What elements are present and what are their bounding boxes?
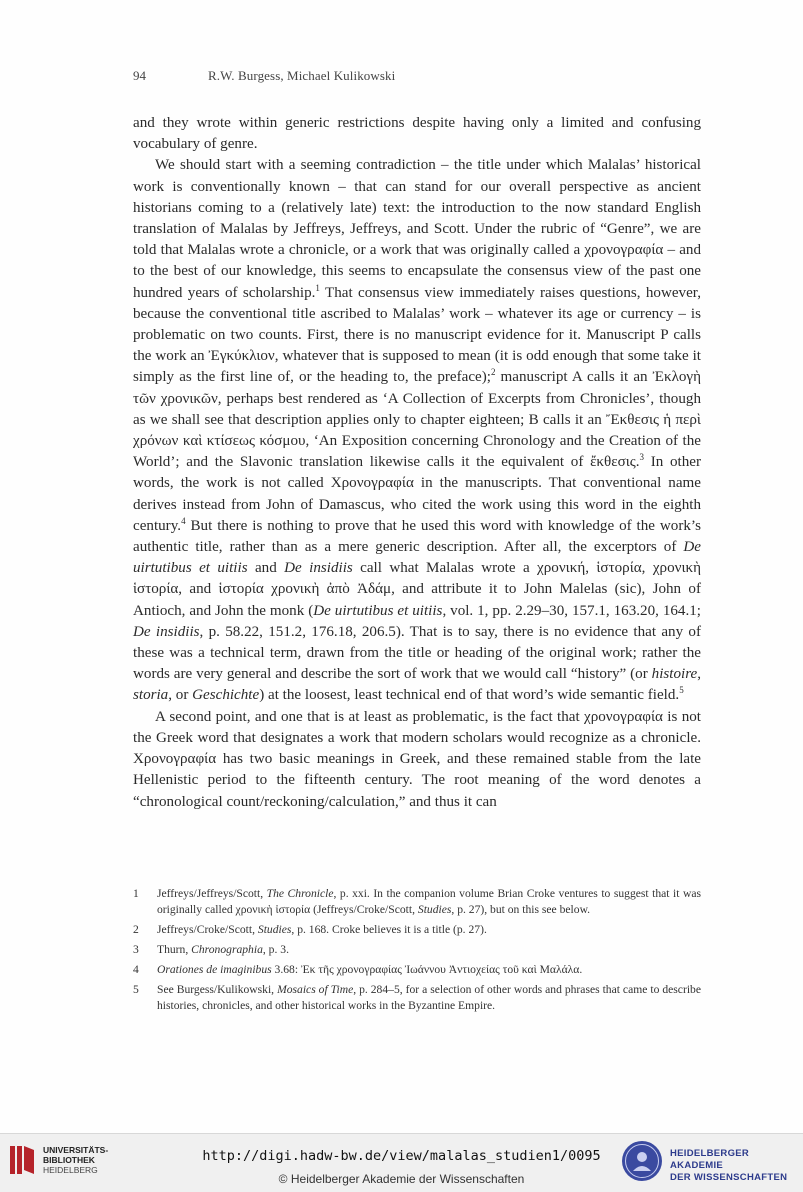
- footnote-ref-4[interactable]: 4: [181, 515, 186, 526]
- paragraph-2: We should start with a seeming contradiction – the title under which Malalas’ historical work is conventionally known – that can stand for our overall perspective as ancient historians coming to a (relatively late) text: the introduction to the now standard English translation of Malalas by Jeffreys, Jeffreys, and Scott. Under the rubric of “Genre”, we are told that Malalas wrote a chronicle, or a work that was originally called a χρονογραφία – and to the best of our knowledge, this seems to encapsulate the consensus view of the past one hundred years of scholarship.$^1$ That consensus view immediately raises questions, however, because the conventional title ascribed to Malalas’ work – whatever its age or currency – is problematic on two counts. First, there is no manuscript evidence for it. Manuscript P calls the work an Ἐγκύκλιον, whatever that is supposed to mean (it is odd enough that some take it simply as the first line of, or the heading to, the preface);$^2$ manuscript A calls it an Ἐκλογὴ τῶν χρονικῶν, perhaps best rendered as ‘A Collection of Excerpts from Chronicles’, though as we shall see that description applies only to chapter eighteen; B calls it an Ἔκθεσις ἡ περὶ χρόνων καὶ κτίσεως κόσμου, ‘An Exposition concerning Chronology and the Creation of the World’; and the Slavonic translation likewise calls it the equivalent of ἔκθεσις.$^3$ In other words, the work is not called Χρονογραφία in the manuscripts. That conventional name derives instead from John of Damascus, who cited the work using this word in the eighth century.$^4$ But there is nothing to prove that he used this word with knowledge of the work’s authentic title, rather than as a mere generic description. After all, the excerptors of De uirtutibus et uitiis and De insidiis call what Malalas wrote a χρονική, ἱστορία, χρονικὴ ἱστορία, and ἱστορία χρονικὴ ἀπὸ Ἀδάμ, and attribute it to John Malelas (sic), John of Antioch, and John the monk (De uirtutibus et uitiis, vol. 1, pp. 2.29–30, 157.1, 163.20, 164.1; De insidiis, p. 58.22, 151.2, 176.18, 206.5). That is to say, there is no evidence that any of these was a technical term, drawn from the title or heading of the original work; rather the words are very general and describe the sort of work that we would call “history” (or histoire, storia, or Geschichte) at the loosest, least technical end of that word’s wide semantic field.$^5$: [133, 157, 702, 704]
- footnote-4: 4 Orationes de imaginibus 3.68: Ἐκ τῆς χρονογραφίας Ἰωάννου Ἀντιοχείας τοῦ καὶ Μαλάλα.: [133, 963, 583, 976]
- page-url[interactable]: http://digi.hadw-bw.de/view/malalas_studien1/0095: [202, 1148, 601, 1164]
- paragraph-1: and they wrote within generic restrictions despite having only a limited and confusing vocabulary of genre.: [133, 115, 701, 153]
- main-text: [133, 113, 701, 813]
- footnote-3: 3 Thurn, Chronographia, p. 3.: [133, 943, 289, 956]
- academy-logo[interactable]: [620, 1139, 800, 1185]
- footnote-1: 1 Jeffreys/Jeffreys/Scott, The Chronicle, p. xxi. In the companion volume Brian Croke ventures to suggest that it was originally called χρονικὴ ἱστορία (Jeffreys/Croke/Scott, Studies, p. 27), but on this see below.: [133, 887, 701, 916]
- page-number: 94: [133, 68, 146, 83]
- footnote-ref-3[interactable]: 3: [639, 452, 645, 463]
- footnote-ref-5[interactable]: 5: [679, 685, 684, 696]
- academy-seal-icon: [620, 1139, 664, 1183]
- viewer-footer: [0, 1133, 803, 1192]
- footnote-5: 5 See Burgess/Kulikowski, Mosaics of Time, p. 284–5, for a selection of other words and phrases that came to describe histories, chronicles, and other historical works in the Byzantine Empire.: [133, 983, 701, 1012]
- paragraph-3: A second point, and one that is at least as problematic, is the fact that χρονογραφία is not the Greek word that designates a work that modern scholars would recognize as a chronicle. Χρονογραφία has two basic meanings in Greek, and these remained stable from the late Hellenistic period to the fifteenth century. The root meaning of the word denotes a “chronological count/reckoning/calculation,” and thus it can: [133, 708, 701, 810]
- running-head-authors: R.W. Burgess, Michael Kulikowski: [208, 68, 396, 83]
- footnotes: [133, 886, 701, 1018]
- library-name: UNIVERSITÄTS- BIBLIOTHEK HEIDELBERG: [43, 1145, 109, 1175]
- footnote-ref-2[interactable]: 2: [490, 367, 496, 378]
- academy-name: HEIDELBERGER AKADEMIE DER WISSENSCHAFTEN: [670, 1148, 788, 1183]
- footnote-ref-1[interactable]: 1: [315, 282, 320, 293]
- footnote-2: 2 Jeffreys/Croke/Scott, Studies, p. 168. Croke believes it is a title (p. 27).: [133, 923, 487, 936]
- copyright-notice: © Heidelberger Akademie der Wissenschaften: [278, 1172, 525, 1186]
